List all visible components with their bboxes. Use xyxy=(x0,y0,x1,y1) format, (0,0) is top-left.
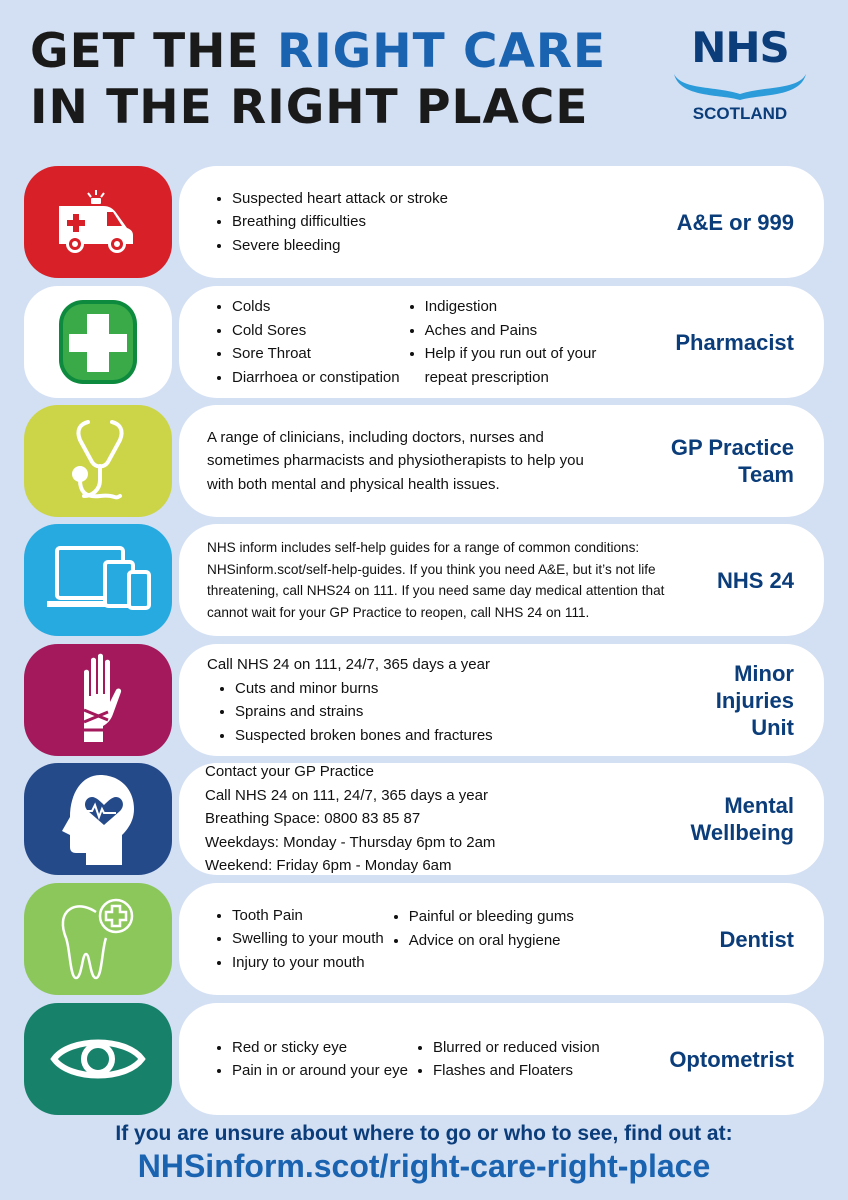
service-label-gp: GP Practice Team xyxy=(670,435,794,487)
gp-description: A range of clinicians, including doctors, nurses and sometimes pharmacists and physiotherapists to help you with both mental and physical health issues. xyxy=(207,428,584,493)
service-label-mental-wellbeing: Mental Wellbeing xyxy=(690,793,794,845)
list-item: • Flashes and Floaters xyxy=(433,1059,600,1083)
stethoscope-icon xyxy=(24,405,172,517)
list-item: • Diarrhoea or constipation xyxy=(232,366,400,390)
service-label-pharmacist: Pharmacist xyxy=(675,329,794,355)
list-item: • Sore Throat xyxy=(232,342,400,366)
tooth-icon xyxy=(24,883,172,995)
service-card-gp xyxy=(179,405,824,517)
list-item: • Colds xyxy=(232,295,400,319)
service-row-gp xyxy=(24,405,824,517)
eye-icon xyxy=(24,1003,172,1115)
footer-prompt: If you are unsure about where to go or who to see, find out at: xyxy=(115,1122,733,1145)
list-item: • Painful or bleeding gums xyxy=(409,905,574,929)
list-item: • Suspected broken bones and fractures xyxy=(235,724,493,748)
optometrist-list-col2 xyxy=(408,1036,600,1083)
service-label-optometrist: Optometrist xyxy=(669,1046,794,1072)
logo-wave-icon xyxy=(670,70,810,104)
dentist-list-col2 xyxy=(384,905,574,952)
logo-scotland-text: SCOTLAND xyxy=(692,104,788,123)
title-line-2: IN THE RIGHT PLACE xyxy=(30,80,589,135)
footer-link[interactable]: NHSinform.scot/right-care-right-place xyxy=(137,1148,711,1184)
service-label-minor-injuries: Minor Injuries Unit xyxy=(715,660,794,740)
list-item: • Red or sticky eye xyxy=(232,1036,408,1060)
service-label-dentist: Dentist xyxy=(719,926,794,952)
minor-injuries-list xyxy=(207,677,493,748)
bandaged-hand-icon xyxy=(24,644,172,756)
service-card-nhs24 xyxy=(179,524,824,636)
service-row-pharmacist xyxy=(24,286,824,398)
list-item: • Severe bleeding xyxy=(232,234,448,258)
list-item: • Suspected heart attack or stroke xyxy=(232,187,448,211)
list-item: • Sprains and strains xyxy=(235,700,493,724)
optometrist-list-col1 xyxy=(207,1036,408,1083)
list-item: • Advice on oral hygiene xyxy=(409,929,574,953)
dentist-list-col1 xyxy=(207,904,384,975)
service-card-ae xyxy=(179,166,824,278)
minor-injuries-intro: Call NHS 24 on 111, 24/7, 365 days a year xyxy=(207,656,490,673)
service-label-nhs24: NHS 24 xyxy=(716,567,794,593)
nhs-scotland-logo xyxy=(668,23,812,130)
pharmacist-list-col2 xyxy=(400,295,615,389)
page-title xyxy=(30,24,606,136)
list-item: • Help if you run out of your repeat prescription xyxy=(425,342,615,389)
service-row-ae xyxy=(24,166,824,278)
list-item: • Blurred or reduced vision xyxy=(433,1036,600,1060)
service-row-mental-wellbeing xyxy=(24,763,824,875)
devices-icon xyxy=(24,524,172,636)
nhs24-description: NHS inform includes self-help guides for a range of common conditions: NHSinform.scot/self-help-guides. If you think you need A&E, but it’s not life threatening, call NHS24 on 111. If you need same day medical attention that cannot wait for your GP Practice to reopen, call NHS 24 on 111. xyxy=(207,540,665,620)
service-card-dentist xyxy=(179,883,824,995)
service-row-dentist xyxy=(24,883,824,995)
green-cross-icon xyxy=(24,286,172,398)
service-row-optometrist xyxy=(24,1003,824,1115)
service-card-pharmacist xyxy=(179,286,824,398)
list-item: • Aches and Pains xyxy=(425,319,615,343)
list-item: • Indigestion xyxy=(425,295,615,319)
service-card-minor-injuries xyxy=(179,644,824,756)
mental-wellbeing-lines: Contact your GP Practice Call NHS 24 on 111, 24/7, 365 days a year Breathing Space: 0800 83 85 87 Weekdays: Monday - Thursday 6pm to 2am Weekend: Friday 6pm - Monday 6am xyxy=(205,763,496,875)
service-label-ae: A&E or 999 xyxy=(676,209,794,235)
list-item: • Tooth Pain xyxy=(232,904,384,928)
service-card-optometrist xyxy=(179,1003,824,1115)
title-line-1: GET THE RIGHT CARE xyxy=(30,24,607,79)
list-item: • Cuts and minor burns xyxy=(235,677,493,701)
logo-nhs-text: NHS xyxy=(691,23,789,72)
ae-symptom-list xyxy=(207,187,448,258)
list-item: • Swelling to your mouth xyxy=(232,927,384,951)
list-item: • Cold Sores xyxy=(232,319,400,343)
service-card-mental-wellbeing xyxy=(179,763,824,875)
ambulance-icon xyxy=(24,166,172,278)
pharmacist-list-col1 xyxy=(207,295,400,389)
title-highlight: RIGHT CARE xyxy=(276,24,607,79)
list-item: • Pain in or around your eye xyxy=(232,1059,408,1083)
service-row-nhs24 xyxy=(24,524,824,636)
head-heart-icon xyxy=(24,763,172,875)
list-item: • Breathing difficulties xyxy=(232,210,448,234)
service-row-minor-injuries xyxy=(24,644,824,756)
list-item: • Injury to your mouth xyxy=(232,951,384,975)
